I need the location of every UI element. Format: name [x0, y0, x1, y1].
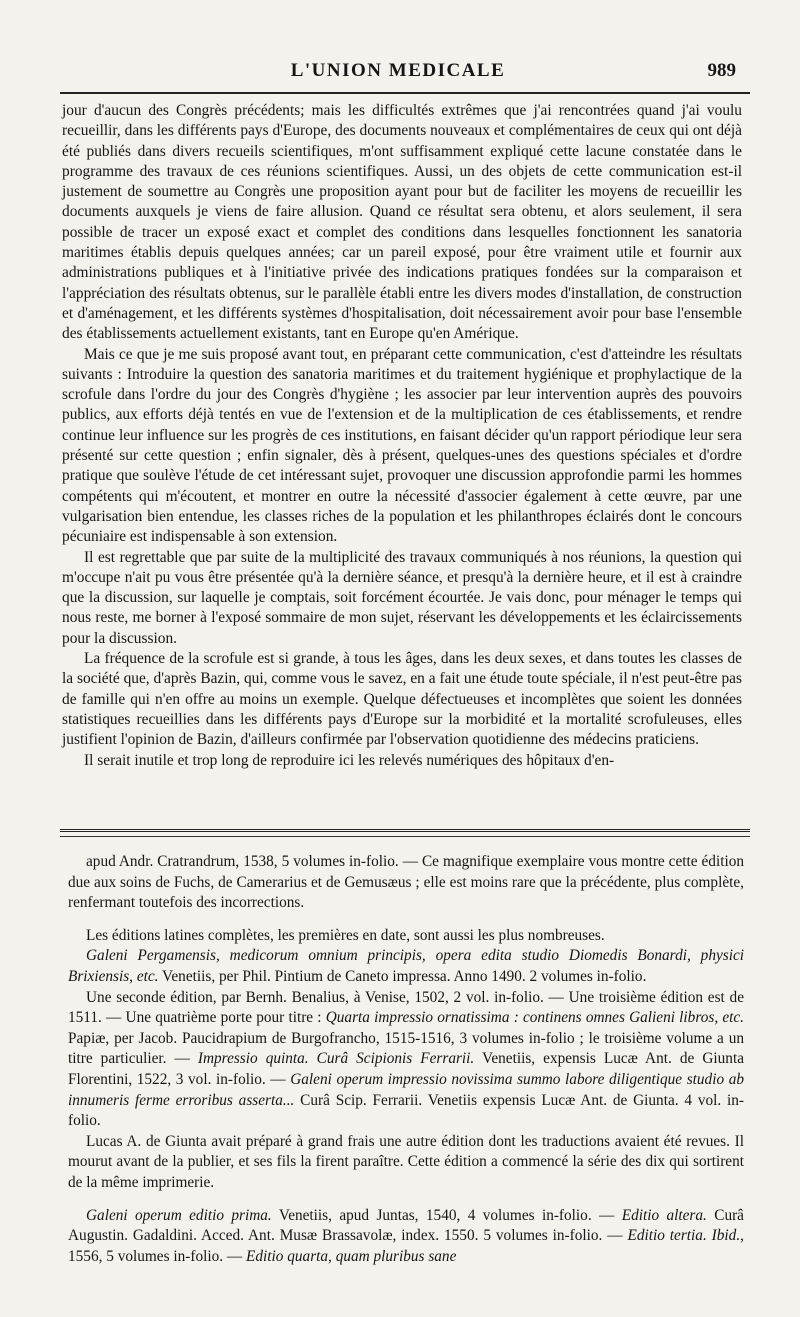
note-text-4a: Une seconde édition, par Bernh. Benalius, à Venise, 1502, 2 vol. in-folio. — Une troisième édition est de 1511. — Une quatrième porte pour titre :: [68, 988, 744, 1027]
header-rule: [60, 92, 750, 94]
note-text-6b: Venetiis, apud Juntas, 1540, 4 volumes in-folio. —: [271, 1206, 622, 1224]
feuilleton-separator-line: [60, 836, 750, 837]
note-italic-title-5: Galeni operum editio prima.: [86, 1206, 272, 1224]
note-paragraph-5: Lucas A. de Giunta avait préparé à grand frais une autre édition dont les traductions avaient été revues. Il mourut avant de la publier, et ses fils la firent paraître. Cette édition a commencé la série des dix qui sortirent de la même imprimerie.: [68, 1132, 744, 1191]
journal-title: L'UNION MEDICALE: [290, 60, 506, 81]
note-text-3: Venetiis, per Phil. Pintium de Caneto impressa. Anno 1490. 2 volumes in-folio.: [158, 967, 647, 985]
paragraph-4: La fréquence de la scrofule est si grande, à tous les âges, dans les deux sexes, et dans toutes les classes de la société que, d'après Bazin, qui, comme vous le savez, en a fait une étude toute spéciale, il n'est peut-être pas de famille qui n'en offre au moins un exemple. Quelque défectueuses et incomplètes que soient les données statistiques recueillies dans les différents pays d'Europe sur la morbidité et la mortalité scrofuleuses, elles justifient l'opinion de Bazin, d'ailleurs confirmée par l'observation quotidienne des médecins praticiens.: [62, 650, 742, 749]
note-italic-title-4: Galeni operum impressio novissima summo labore diligentique studio ab innumeris ferme erroribus asserta...: [68, 1070, 744, 1109]
feuilleton-separator: [60, 829, 750, 832]
note-text-4c: Papiæ, per Jacob. Paucidrapium de Burgofrancho, 1515-1516, 3 volumes in-folio ; le troisième volume a un titre particulier. —: [68, 1029, 744, 1068]
paragraph-3: Il est regrettable que par suite de la multiplicité des travaux communiqués à nos réunions, la question qui m'occupe n'ait pu vous être présentée qu'à la dernière séance, et presqu'à la dernière heure, et il est à craindre que la discussion, sur laquelle je comptais, soit forcément écourtée. Je vais donc, pour ménager le temps qui nous reste, me borner à l'exposé sommaire de mon sujet, réservant les développements et les éclaircissements pour la discussion.: [62, 548, 742, 647]
note-paragraph-4: [68, 988, 744, 1132]
note-italic-title-6: Editio altera.: [621, 1206, 707, 1224]
note-paragraph-2: Les éditions latines complètes, les premières en date, sont aussi les plus nombreuses.: [86, 926, 605, 944]
note-italic-title-7: Editio tertia. Ibid.: [627, 1227, 741, 1245]
note-text-4g: Curâ Scip. Ferrarii. Venetiis expensis Lucæ Ant. de Giunta. 4 vol. in-folio.: [68, 1091, 744, 1130]
note-text-6d: Curâ Augustin. Gadaldini. Acced. Ant. Musæ Brassavolæ, index. 1550. 5 volumes in-folio. —: [68, 1206, 744, 1245]
note-italic-title-8: Editio quarta, quam pluribus sane: [246, 1247, 457, 1265]
note-italic-title-1: Galeni Pergamensis, medicorum omnium principis, opera edita studio Diomedis Bonardi, physici Brixiensis, etc.: [68, 947, 744, 985]
note-italic-title-3: Impressio quinta. Curâ Scipionis Ferrarii.: [197, 1050, 475, 1068]
main-text: [62, 101, 742, 771]
note-paragraph-6: [68, 1206, 744, 1268]
note-italic-title-2: Quarta impressio ornatissima : continens omnes Galieni libros, etc.: [325, 1009, 744, 1027]
note-text-6f: , 1556, 5 volumes in-folio. —: [68, 1227, 744, 1265]
note-paragraph-1: apud Andr. Cratrandrum, 1538, 5 volumes in-folio. — Ce magnifique exemplaire vous montre cette édition due aux soins de Fuchs, de Camerarius et de Gemusæus ; elle est moins rare que la précédente, plus complète, renfermant toutefois des incorrections.: [68, 853, 744, 912]
note-paragraph-3: [68, 946, 744, 987]
paragraph-1: jour d'aucun des Congrès précédents; mais les difficultés extrêmes que j'ai rencontrées quand j'ai voulu recueillir, dans les différents pays d'Europe, des documents nouveaux et complémentaires de ceux qui ont déjà été publiés dans divers recueils scientifiques, m'ont suffisamment expliqué cette lacune constatée dans le programme des travaux de ces réunions scientifiques. Aussi, un des objets de cette communication est-il justement de soumettre au Congrès une proposition ayant pour but de faciliter les moyens de recueillir les documents auxquels je viens de faire allusion. Quand ce résultat sera obtenu, et alors seulement, il sera possible de tracer un exposé exact et complet des conditions dans lesquelles fonctionnent les sanatoria maritimes établis depuis quelques années; car un pareil exposé, pour être vraiment utile et fournir aux administrations publiques et à l'initiative privée des indications pratiques fondées sur la comparaison et l'appréciation des résultats obtenus, sur le parallèle établi entre les divers modes d'installation, de construction et d'aménagement, et les différents systèmes d'hospitalisation, doit nécessairement avoir pour base l'ensemble des établissements actuellement existants, tant en Europe qu'en Amérique.: [62, 102, 742, 343]
feuilleton-text: [68, 852, 744, 1267]
running-header: [60, 60, 736, 90]
paragraph-5: Il serait inutile et trop long de reproduire ici les relevés numériques des hôpitaux d'en-: [84, 751, 615, 769]
paragraph-2: Mais ce que je me suis proposé avant tout, en préparant cette communication, c'est d'atteindre les résultats suivants : Introduire la question des sanatoria maritimes et du traitement hygiénique et prophylactique de la scrofule dans l'ordre du jour des Congrès d'hygiène ; les associer par leur intervention auprès des pouvoirs publics, aux efforts déjà tentés en vue de l'extension et de la multiplication de ces établissements, et rendre continue leur influence sur les progrès de ces institutions, en faisant décider qu'un rapport périodique leur sera présenté sur cette question ; enfin signaler, dès à présent, quelques-unes des questions spéciales et d'ordre pratique que soulève l'étude de cet intéressant sujet, provoquer une discussion approfondie parmi les hommes compétents qui m'écoutent, et montrer en outre la nécessité d'associer également à cette œuvre, par une vulgarisation bien entendue, les classes riches de la population et les philanthropes éclairés dont le concours pécuniaire est indispensable à son extension.: [62, 345, 742, 546]
page-number: 989: [707, 60, 736, 81]
note-text-4e: Venetiis, expensis Lucæ Ant. de Giunta Florentini, 1522, 3 vol. in-folio. —: [68, 1050, 744, 1088]
